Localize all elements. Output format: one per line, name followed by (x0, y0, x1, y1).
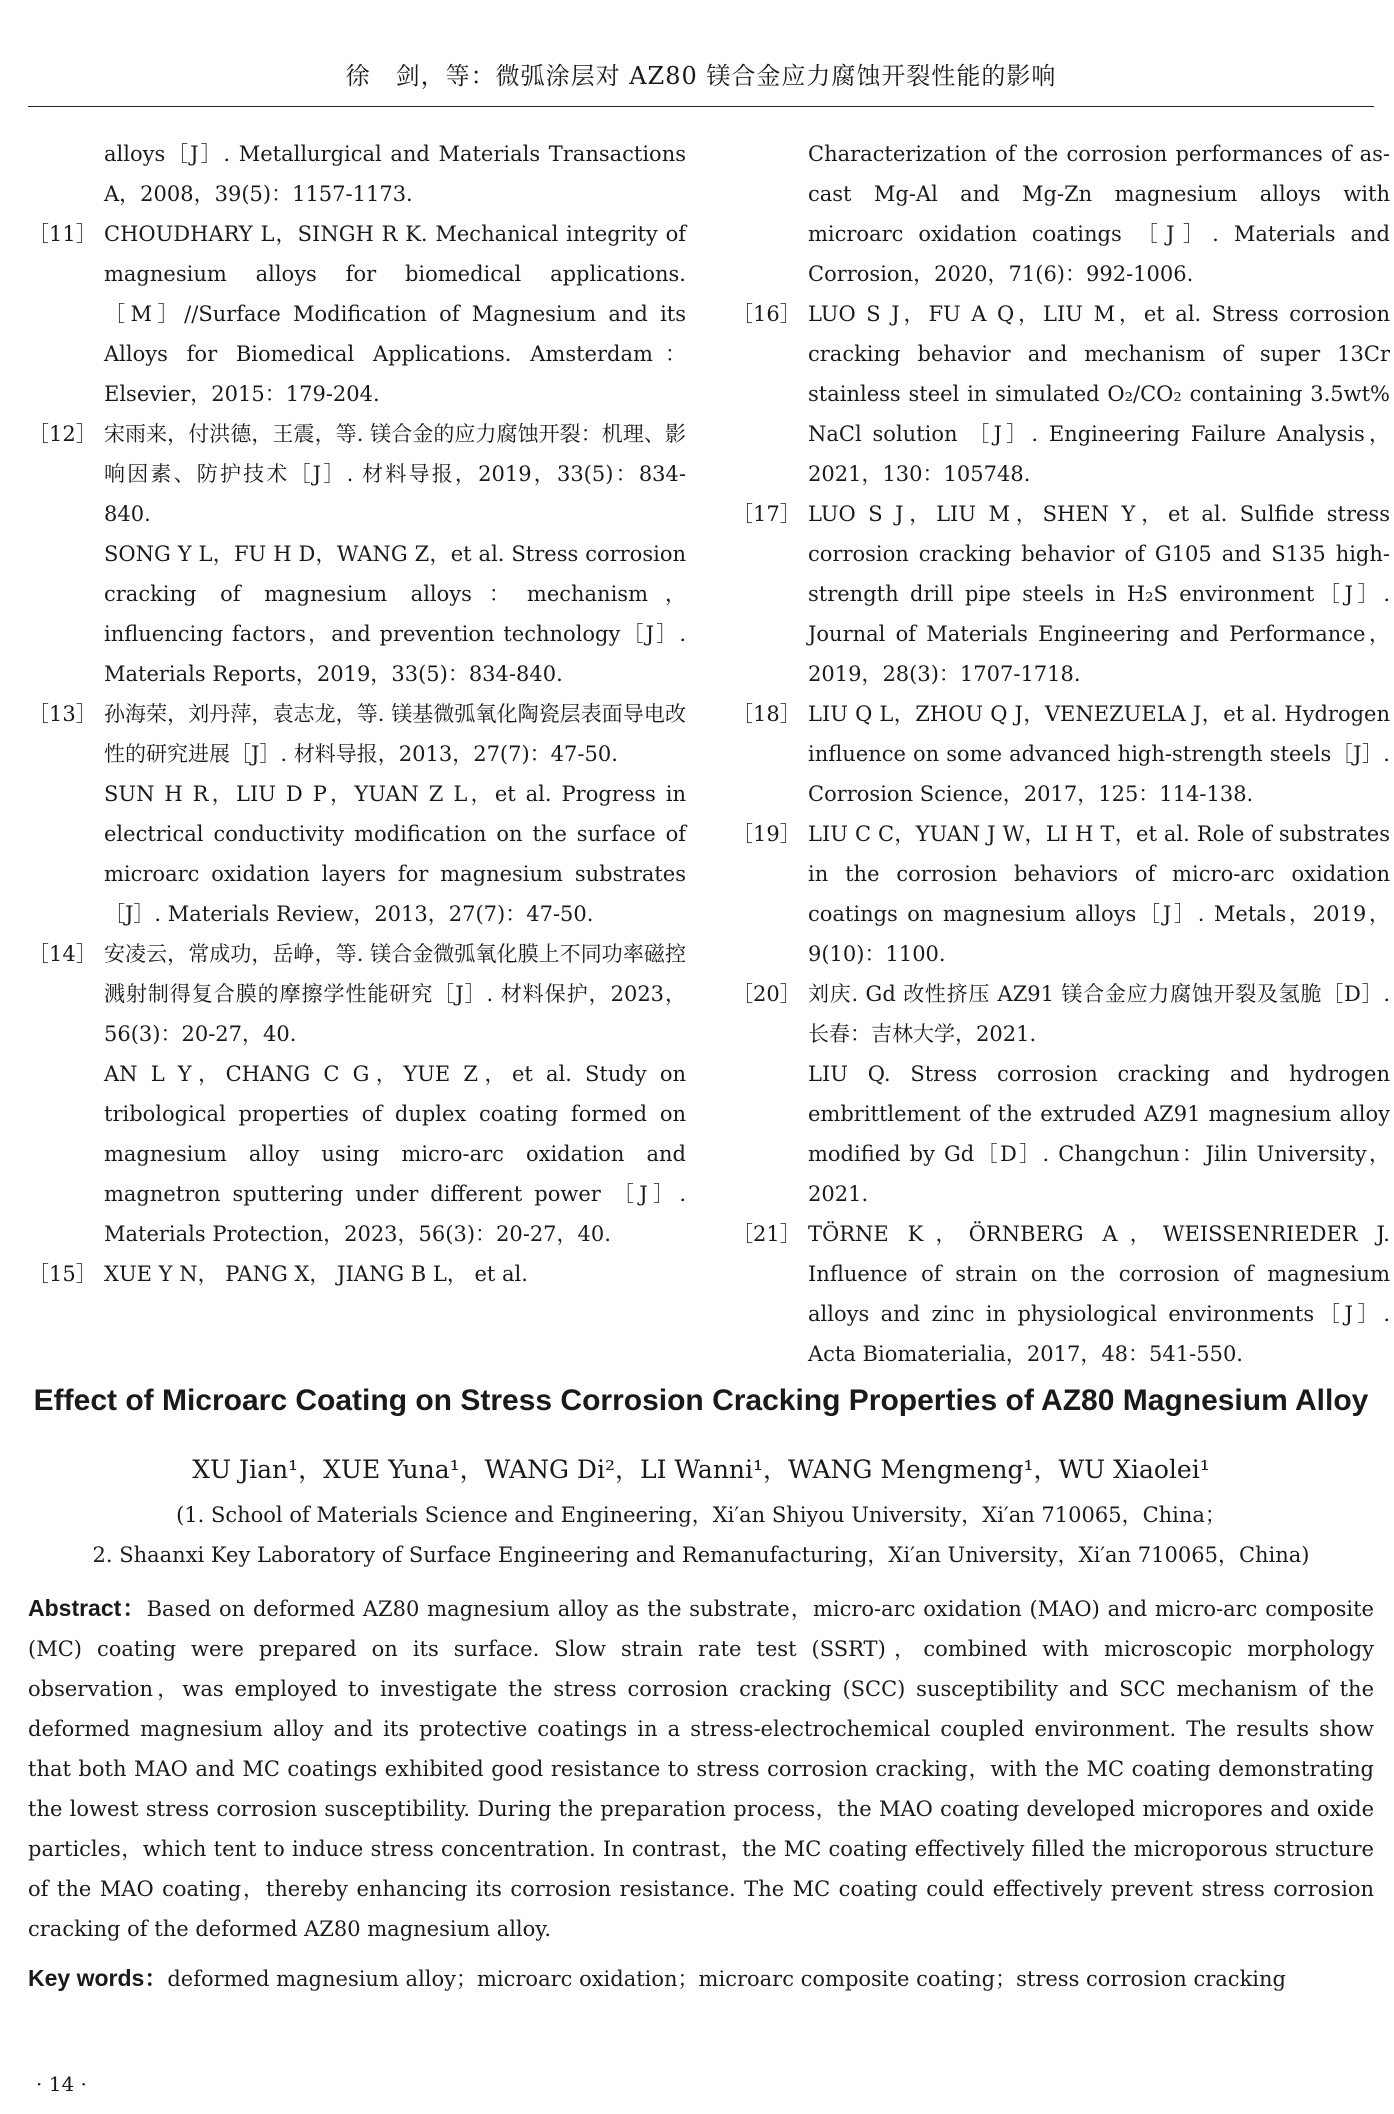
reference-entry (732, 134, 1390, 294)
reference-text: LUO S J，FU A Q，LIU M，et al. Stress corrosion cracking behavior and mechanism of super 13Cr stainless steel in simulated O₂/CO₂ containing 3.5wt% NaCl solution ［J］. Engineering Failure Analysis，2021，130：105748. (808, 302, 1390, 486)
reference-entry (732, 974, 1390, 1214)
reference-number: ［18］ (732, 702, 801, 726)
reference-entry (732, 694, 1390, 814)
reference-number: ［16］ (732, 302, 801, 326)
reference-text: 刘庆. Gd 改性挤压 AZ91 镁合金应力腐蚀开裂及氢脆［D］. 长春：吉林大学，2021. (808, 982, 1390, 1046)
reference-text: AN L Y，CHANG C G，YUE Z，et al. Study on tribological properties of duplex coating formed on magnesium alloy using micro-arc oxidation and magnetron sputtering under different power ［J］. Materials Protection，2023，56(3)：20-27，40. (104, 1062, 686, 1246)
reference-entry (732, 814, 1390, 974)
reference-entry (732, 1214, 1390, 1374)
reference-number: ［11］ (28, 222, 97, 246)
reference-number: ［19］ (732, 822, 801, 846)
affiliations (28, 1495, 1374, 1575)
reference-number: ［12］ (28, 422, 97, 446)
reference-text: Characterization of the corrosion performances of as-cast Mg-Al and Mg-Zn magnesium alloys with microarc oxidation coatings ［J］. Materials and Corrosion，2020，71(6)：992-1006. (808, 142, 1390, 286)
abstract-label: Abstract： (28, 1595, 147, 1621)
reference-entry (732, 494, 1390, 694)
reference-entry (28, 934, 686, 1254)
reference-number: ［15］ (28, 1262, 97, 1286)
references-right-column (732, 134, 1390, 1374)
abstract (28, 1588, 1374, 1949)
reference-text: CHOUDHARY L，SINGH R K. Mechanical integrity of magnesium alloys for biomedical applications. ［M］//Surface Modification of Magnesium and its Alloys for Biomedical Applications. Amsterdam：Elsevier，2015：179-204. (104, 222, 686, 406)
reference-entry (28, 694, 686, 934)
affiliation-1: (1. School of Materials Science and Engineering，Xi′an Shiyou University，Xi′an 710065，China； (176, 1503, 1226, 1527)
reference-number: ［14］ (28, 942, 97, 966)
abstract-text: Based on deformed AZ80 magnesium alloy as the substrate，micro-arc oxidation (MAO) and micro-arc composite (MC) coating were prepared on its surface. Slow strain rate test (SSRT)，combined with microscopic morphology observation，was employed to investigate the stress corrosion cracking (SCC) susceptibility and SCC mechanism of the deformed magnesium alloy and its protective coatings in a stress-electrochemical coupled environment. The results show that both MAO and MC coatings exhibited good resistance to stress corrosion cracking，with the MC coating demonstrating the lowest stress corrosion susceptibility. During the preparation process，the MAO coating developed micropores and oxide particles，which tent to induce stress concentration. In contrast，the MC coating effectively filled the microporous structure of the MAO coating，thereby enhancing its corrosion resistance. The MC coating could effectively prevent stress corrosion cracking of the deformed AZ80 magnesium alloy. (28, 1597, 1374, 1941)
reference-text: 孙海荣，刘丹萍，袁志龙，等. 镁基微弧氧化陶瓷层表面导电改性的研究进展［J］. 材料导报，2013，27(7)：47-50. (104, 702, 686, 766)
references-left-column (28, 134, 686, 1294)
page-number: · 14 · (36, 2072, 87, 2096)
reference-text: LIU C C，YUAN J W，LI H T，et al. Role of substrates in the corrosion behaviors of micro-arc oxidation coatings on magnesium alloys［J］. Metals，2019，9(10)：1100. (808, 822, 1390, 966)
reference-text: XUE Y N， PANG X， JIANG B L， et al. (104, 1262, 528, 1286)
reference-number: ［17］ (732, 502, 801, 526)
article-english-title: Effect of Microarc Coating on Stress Corrosion Cracking Properties of AZ80 Magnesium Alloy (33, 1384, 1369, 1417)
key-words (28, 1958, 1374, 1999)
reference-entry (28, 1254, 686, 1294)
reference-number: ［20］ (732, 982, 801, 1006)
running-header: 徐 剑，等：微弧涂层对 AZ80 镁合金应力腐蚀开裂性能的影响 (345, 62, 1057, 90)
reference-text: LIU Q. Stress corrosion cracking and hydrogen embrittlement of the extruded AZ91 magnesium alloy modified by Gd［D］. Changchun：Jilin University，2021. (808, 1062, 1390, 1206)
reference-text: alloys［J］. Metallurgical and Materials Transactions A，2008，39(5)：1157-1173. (104, 142, 686, 206)
header-divider (28, 106, 1374, 107)
reference-text: LIU Q L，ZHOU Q J，VENEZUELA J，et al. Hydrogen influence on some advanced high-strength steels［J］. Corrosion Science，2017，125：114-138. (808, 702, 1390, 806)
reference-text: LUO S J，LIU M，SHEN Y，et al. Sulfide stress corrosion cracking behavior of G105 and S135 high-strength drill pipe steels in H₂S environment［J］. Journal of Materials Engineering and Performance，2019，28(3)：1707-1718. (808, 502, 1390, 686)
reference-number: ［13］ (28, 702, 97, 726)
reference-text: 宋雨来，付洪德，王震，等. 镁合金的应力腐蚀开裂：机理、影响因素、防护技术［J］. 材料导报，2019，33(5)：834-840. (104, 422, 686, 526)
reference-entry (28, 214, 686, 414)
affiliation-2: 2. Shaanxi Key Laboratory of Surface Engineering and Remanufacturing，Xi′an University，Xi′an 710065，China) (92, 1543, 1310, 1567)
reference-entry (732, 294, 1390, 494)
keywords-label: Key words： (28, 1965, 168, 1991)
reference-text: SONG Y L，FU H D，WANG Z，et al. Stress corrosion cracking of magnesium alloys：mechanism，influencing factors，and prevention technology［J］. Materials Reports，2019，33(5)：834-840. (104, 542, 686, 686)
reference-text: 安凌云，常成功，岳峥，等. 镁合金微弧氧化膜上不同功率磁控溅射制得复合膜的摩擦学性能研究［J］. 材料保护，2023，56(3)：20-27，40. (104, 942, 686, 1046)
reference-text: TÖRNE K，ÖRNBERG A，WEISSENRIEDER J. Influence of strain on the corrosion of magnesium alloys and zinc in physiological environments［J］. Acta Biomaterialia，2017，48：541-550. (808, 1222, 1390, 1366)
reference-entry (28, 414, 686, 694)
keywords-text: deformed magnesium alloy；microarc oxidation；microarc composite coating；stress corrosion cracking (167, 1967, 1286, 1991)
author-list: XU Jian¹，XUE Yuna¹，WANG Di²，LI Wanni¹，WANG Mengmeng¹，WU Xiaolei¹ (192, 1455, 1210, 1484)
reference-entry (28, 134, 686, 214)
reference-text: SUN H R，LIU D P，YUAN Z L，et al. Progress in electrical conductivity modification on the surface of microarc oxidation layers for magnesium substrates ［J］. Materials Review，2013，27(7)：47-50. (104, 782, 686, 926)
reference-number: ［21］ (732, 1222, 801, 1246)
